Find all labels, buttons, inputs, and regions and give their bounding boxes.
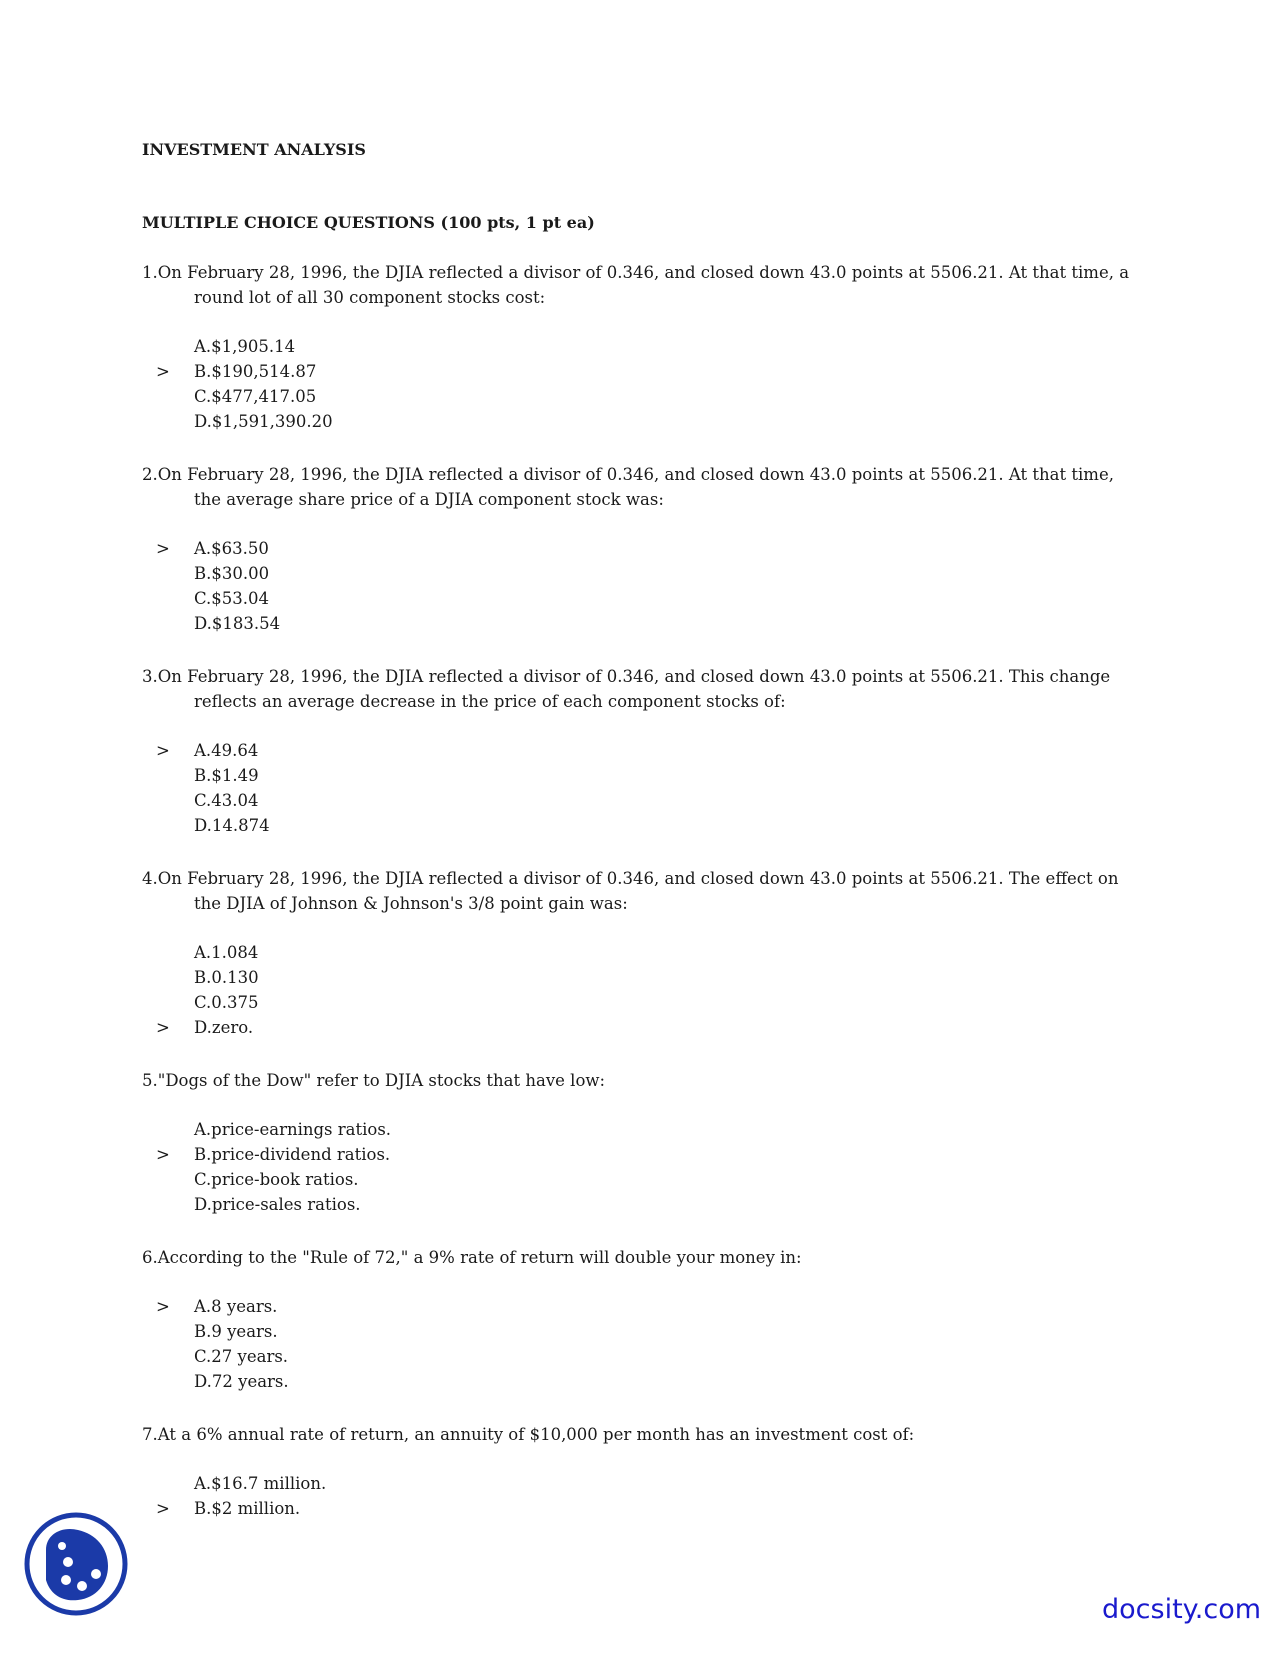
answer-option-label: C.43.04 (194, 791, 259, 810)
answer-option-label: B.price-dividend ratios. (194, 1145, 391, 1164)
answer-option (142, 1142, 1142, 1167)
question-text: 4.On February 28, 1996, the DJIA reflected a divisor of 0.346, and closed down 43.0 points at 5506.21. The effect on the DJIA of Johnson & Johnson's 3/8 point gain was: (142, 869, 1119, 913)
answer-option-label: A.price-earnings ratios. (194, 1120, 392, 1139)
answer-option (142, 384, 1142, 409)
answer-option (142, 1167, 1142, 1192)
question-text: 3.On February 28, 1996, the DJIA reflected a divisor of 0.346, and closed down 43.0 points at 5506.21. This change reflects an average decrease in the price of each component stocks of: (142, 667, 1111, 711)
question-3 (142, 664, 1142, 838)
answer-option (142, 763, 1142, 788)
correct-answer-marker: > (156, 539, 170, 558)
answer-option (142, 1117, 1142, 1142)
question-list (142, 260, 1142, 1521)
answer-option (142, 1496, 1142, 1521)
correct-answer-marker: > (156, 1018, 170, 1037)
answer-option-label: B.$30.00 (194, 564, 270, 583)
answer-option (142, 1344, 1142, 1369)
section-title: MULTIPLE CHOICE QUESTIONS (100 pts, 1 pt ea) (142, 213, 595, 232)
answer-option-label: D.$183.54 (194, 614, 281, 633)
answer-option-label: B.$2 million. (194, 1499, 301, 1518)
answer-option (142, 990, 1142, 1015)
question-1 (142, 260, 1142, 434)
document-title: INVESTMENT ANALYSIS (142, 140, 366, 159)
answer-options (142, 1294, 1142, 1394)
answer-option-label: B.0.130 (194, 968, 259, 987)
answer-options (142, 1117, 1142, 1217)
question-text: 5."Dogs of the Dow" refer to DJIA stocks that have low: (142, 1071, 606, 1090)
answer-option-label: D.zero. (194, 1018, 254, 1037)
answer-option (142, 1369, 1142, 1394)
question-7 (142, 1422, 1142, 1521)
answer-option (142, 1192, 1142, 1217)
answer-option (142, 561, 1142, 586)
answer-option-label: B.9 years. (194, 1322, 278, 1341)
answer-option-label: C.0.375 (194, 993, 259, 1012)
correct-answer-marker: > (156, 1145, 170, 1164)
answer-option (142, 738, 1142, 763)
question-text: 1.On February 28, 1996, the DJIA reflected a divisor of 0.346, and closed down 43.0 points at 5506.21. At that time, a round lot of all 30 component stocks cost: (142, 263, 1130, 307)
answer-options (142, 940, 1142, 1040)
correct-answer-marker: > (156, 362, 170, 381)
question-5 (142, 1068, 1142, 1217)
docsity-logo-icon[interactable] (22, 1510, 130, 1618)
correct-answer-marker: > (156, 1297, 170, 1316)
answer-option (142, 1294, 1142, 1319)
answer-option (142, 611, 1142, 636)
answer-option-label: B.$190,514.87 (194, 362, 317, 381)
answer-option (142, 409, 1142, 434)
answer-option (142, 586, 1142, 611)
answer-option (142, 813, 1142, 838)
answer-option (142, 1015, 1142, 1040)
answer-option-label: C.price-book ratios. (194, 1170, 359, 1189)
document-page (142, 140, 1142, 1521)
answer-option-label: D.72 years. (194, 1372, 289, 1391)
answer-option-label: C.27 years. (194, 1347, 289, 1366)
answer-option (142, 965, 1142, 990)
answer-option-label: A.$16.7 million. (194, 1474, 327, 1493)
answer-options (142, 334, 1142, 434)
answer-option (142, 359, 1142, 384)
answer-option-label: A.$1,905.14 (194, 337, 296, 356)
answer-option-label: A.$63.50 (194, 539, 269, 558)
answer-option (142, 788, 1142, 813)
answer-option-label: A.8 years. (194, 1297, 278, 1316)
answer-option (142, 1471, 1142, 1496)
answer-option-label: B.$1.49 (194, 766, 259, 785)
answer-option (142, 536, 1142, 561)
answer-option-label: C.$53.04 (194, 589, 270, 608)
answer-option-label: D.price-sales ratios. (194, 1195, 361, 1214)
correct-answer-marker: > (156, 1499, 170, 1518)
answer-option-label: A.1.084 (194, 943, 259, 962)
answer-option (142, 334, 1142, 359)
answer-options (142, 738, 1142, 838)
answer-option-label: D.$1,591,390.20 (194, 412, 333, 431)
question-2 (142, 462, 1142, 636)
answer-option (142, 1319, 1142, 1344)
answer-options (142, 536, 1142, 636)
question-4 (142, 866, 1142, 1040)
answer-option (142, 940, 1142, 965)
question-6 (142, 1245, 1142, 1394)
answer-option-label: A.49.64 (194, 741, 259, 760)
answer-option-label: C.$477,417.05 (194, 387, 317, 406)
question-text: 6.According to the "Rule of 72," a 9% rate of return will double your money in: (142, 1248, 802, 1267)
question-text: 2.On February 28, 1996, the DJIA reflected a divisor of 0.346, and closed down 43.0 points at 5506.21. At that time, the average share price of a DJIA component stock was: (142, 465, 1114, 509)
correct-answer-marker: > (156, 741, 170, 760)
question-text: 7.At a 6% annual rate of return, an annuity of $10,000 per month has an investment cost of: (142, 1425, 915, 1444)
answer-options (142, 1471, 1142, 1521)
answer-option-label: D.14.874 (194, 816, 270, 835)
docsity-brand-link[interactable]: docsity.com (1102, 1594, 1262, 1625)
